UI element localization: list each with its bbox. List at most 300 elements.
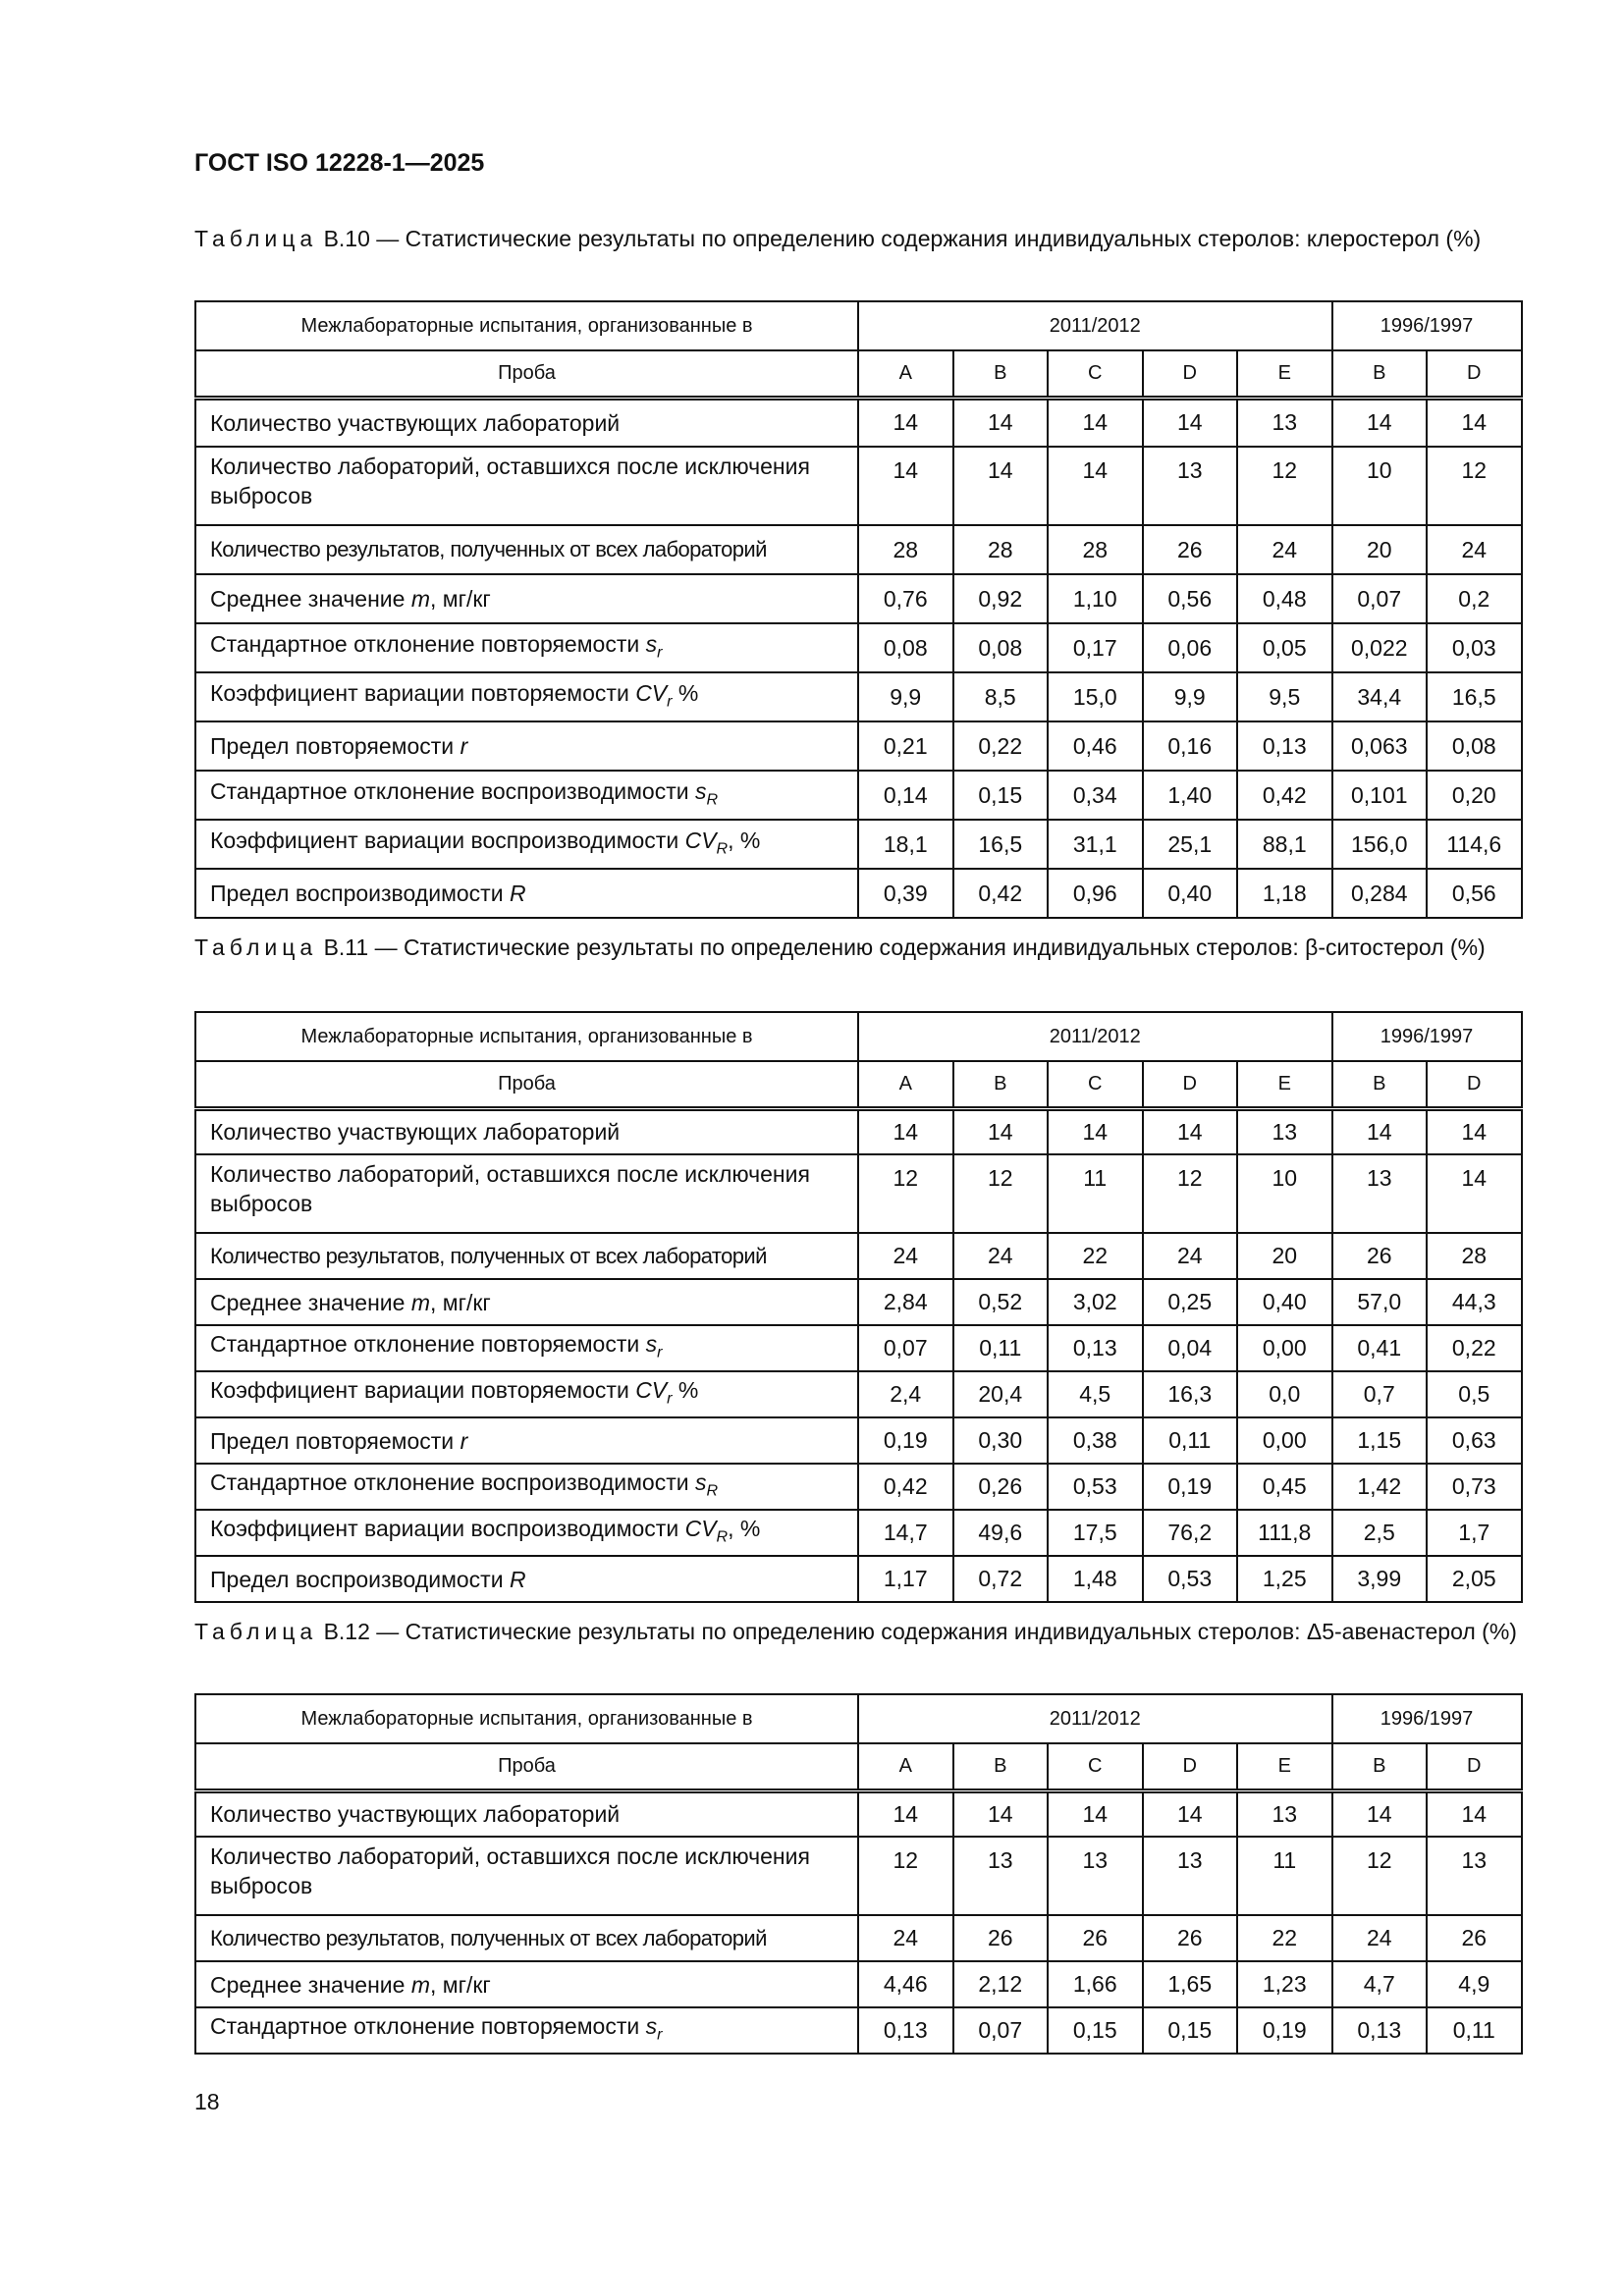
value-cell: 0,42 <box>858 1464 953 1510</box>
label-text: Среднее значение <box>210 586 411 612</box>
value-cell: 0,00 <box>1237 1325 1332 1371</box>
value-cell: 0,04 <box>1143 1325 1238 1371</box>
row-label <box>195 1417 858 1464</box>
header-label: Межлабораторные испытания, организованные в <box>195 1694 858 1743</box>
value-cell: 14 <box>1143 398 1238 447</box>
value-cell: 0,96 <box>1048 869 1143 918</box>
sample-e: E <box>1237 1743 1332 1790</box>
value-cell: 0,07 <box>858 1325 953 1371</box>
label-text: Предел воспроизводимости <box>210 881 510 906</box>
value-cell: 31,1 <box>1048 820 1143 869</box>
value-cell: 14,7 <box>858 1510 953 1556</box>
value-cell: 13 <box>1048 1837 1143 1915</box>
caption-text: В.11 — Статистические результаты по определению содержания индивидуальных стеролов: β-ситостерол (%) <box>323 934 1486 960</box>
subscript: r <box>657 2025 663 2044</box>
value-cell: 14 <box>1048 1790 1143 1837</box>
value-cell: 0,46 <box>1048 721 1143 771</box>
label-text: Количество результатов, полученных от всех лабораторий <box>210 1925 767 1950</box>
value-cell: 12 <box>1143 1154 1238 1233</box>
header-row <box>195 301 1522 350</box>
value-cell: 0,13 <box>1237 721 1332 771</box>
value-cell: 0,7 <box>1332 1371 1428 1417</box>
label-text: Количество результатов, полученных от всех лабораторий <box>210 1243 767 1268</box>
table-row <box>195 1233 1522 1279</box>
table-b11 <box>194 1011 1523 1603</box>
label-text: , % <box>728 1516 761 1542</box>
value-cell: 0,11 <box>1143 1417 1238 1464</box>
value-cell: 24 <box>1427 525 1522 574</box>
label-text: Коэффициент вариации воспроизводимости <box>210 827 685 853</box>
table-row <box>195 2007 1522 2054</box>
value-cell: 0,15 <box>1143 2007 1238 2054</box>
value-cell: 14 <box>1332 1108 1428 1154</box>
label-text: Количество участвующих лабораторий <box>210 409 621 436</box>
value-cell: 0,56 <box>1143 574 1238 623</box>
value-cell: 25,1 <box>1143 820 1238 869</box>
value-cell: 14 <box>858 447 953 525</box>
row-label <box>195 1464 858 1510</box>
label-text: Коэффициент вариации повторяемости <box>210 1377 636 1404</box>
row-label <box>195 574 858 623</box>
symbol: r <box>460 733 468 759</box>
value-cell: 13 <box>1237 1108 1332 1154</box>
table-row <box>195 1464 1522 1510</box>
sample-b: B <box>1332 350 1428 398</box>
value-cell: 0,41 <box>1332 1325 1428 1371</box>
header-row <box>195 1694 1522 1743</box>
value-cell: 28 <box>858 525 953 574</box>
value-cell: 15,0 <box>1048 672 1143 721</box>
row-label <box>195 1510 858 1556</box>
value-cell: 0,03 <box>1427 623 1522 672</box>
table-row <box>195 869 1522 918</box>
value-cell: 20 <box>1237 1233 1332 1279</box>
value-cell: 14 <box>1332 1790 1428 1837</box>
value-cell: 2,5 <box>1332 1510 1428 1556</box>
sample-row <box>195 1061 1522 1108</box>
label-text: Количество лабораторий, оставшихся после исключения выбросов <box>210 1161 810 1216</box>
value-cell: 0,07 <box>1332 574 1428 623</box>
sample-b: B <box>1332 1061 1428 1108</box>
label-text: % <box>672 1377 699 1404</box>
table-row <box>195 447 1522 525</box>
caption-text: В.10 — Статистические результаты по определению содержания индивидуальных стеролов: клеростерол (%) <box>323 226 1482 251</box>
caption-text: В.12 — Статистические результаты по определению содержания индивидуальных стеролов: Δ5-авенастерол (%) <box>323 1619 1517 1644</box>
sample-label: Проба <box>195 1743 858 1790</box>
value-cell: 0,40 <box>1143 869 1238 918</box>
value-cell: 0,38 <box>1048 1417 1143 1464</box>
subscript: r <box>657 643 663 662</box>
value-cell: 20 <box>1332 525 1428 574</box>
value-cell: 4,9 <box>1427 1961 1522 2007</box>
value-cell: 1,7 <box>1427 1510 1522 1556</box>
table-row <box>195 721 1522 771</box>
sample-d: D <box>1427 1743 1522 1790</box>
value-cell: 1,42 <box>1332 1464 1428 1510</box>
value-cell: 0,42 <box>953 869 1049 918</box>
value-cell: 14 <box>1427 1790 1522 1837</box>
value-cell: 0,13 <box>858 2007 953 2054</box>
row-label <box>195 447 858 525</box>
value-cell: 0,19 <box>1237 2007 1332 2054</box>
value-cell: 12 <box>1427 447 1522 525</box>
symbol: CV <box>684 827 717 853</box>
subscript: r <box>657 1343 663 1362</box>
value-cell: 4,46 <box>858 1961 953 2007</box>
value-cell: 18,1 <box>858 820 953 869</box>
symbol: CV <box>635 1377 668 1404</box>
value-cell: 26 <box>1427 1915 1522 1961</box>
table-row <box>195 1510 1522 1556</box>
label-text: Количество результатов, полученных от всех лабораторий <box>210 537 767 561</box>
label-text: Количество лабораторий, оставшихся после исключения выбросов <box>210 454 810 508</box>
table-row <box>195 1790 1522 1837</box>
value-cell: 0,5 <box>1427 1371 1522 1417</box>
row-label <box>195 771 858 820</box>
value-cell: 0,07 <box>953 2007 1049 2054</box>
value-cell: 0,25 <box>1143 1279 1238 1325</box>
value-cell: 14 <box>953 447 1049 525</box>
value-cell: 26 <box>1332 1233 1428 1279</box>
value-cell: 1,48 <box>1048 1556 1143 1602</box>
header-label: Межлабораторные испытания, организованные в <box>195 301 858 350</box>
table-row <box>195 1325 1522 1371</box>
row-label <box>195 820 858 869</box>
value-cell: 0,11 <box>1427 2007 1522 2054</box>
label-text: Стандартное отклонение воспроизводимости <box>210 1469 695 1496</box>
value-cell: 24 <box>1237 525 1332 574</box>
value-cell: 0,06 <box>1143 623 1238 672</box>
value-cell: 57,0 <box>1332 1279 1428 1325</box>
value-cell: 1,10 <box>1048 574 1143 623</box>
value-cell: 26 <box>1143 525 1238 574</box>
sample-a: A <box>858 1061 953 1108</box>
period-2011-2012: 2011/2012 <box>858 1694 1332 1743</box>
table-b12-caption <box>194 1617 1520 1646</box>
value-cell: 24 <box>953 1233 1049 1279</box>
value-cell: 2,12 <box>953 1961 1049 2007</box>
sample-e: E <box>1237 350 1332 398</box>
row-label <box>195 1961 858 2007</box>
value-cell: 13 <box>1332 1154 1428 1233</box>
value-cell: 0,53 <box>1143 1556 1238 1602</box>
value-cell: 14 <box>1143 1790 1238 1837</box>
value-cell: 0,13 <box>1048 1325 1143 1371</box>
label-text: Количество участвующих лабораторий <box>210 1119 621 1146</box>
value-cell: 12 <box>1237 447 1332 525</box>
table-row <box>195 1417 1522 1464</box>
value-cell: 14 <box>1427 1108 1522 1154</box>
row-label <box>195 1371 858 1417</box>
value-cell: 16,3 <box>1143 1371 1238 1417</box>
value-cell: 13 <box>1427 1837 1522 1915</box>
caption-word: Таблица <box>194 1619 318 1644</box>
value-cell: 12 <box>953 1154 1049 1233</box>
row-label <box>195 2007 858 2054</box>
value-cell: 0,73 <box>1427 1464 1522 1510</box>
value-cell: 0,15 <box>953 771 1049 820</box>
value-cell: 0,19 <box>858 1417 953 1464</box>
value-cell: 1,17 <box>858 1556 953 1602</box>
label-text: , мг/кг <box>430 586 491 612</box>
symbol: s <box>645 2013 658 2040</box>
row-label <box>195 1556 858 1602</box>
value-cell: 26 <box>1048 1915 1143 1961</box>
symbol: m <box>410 586 430 612</box>
value-cell: 1,15 <box>1332 1417 1428 1464</box>
row-label <box>195 1279 858 1325</box>
value-cell: 0,40 <box>1237 1279 1332 1325</box>
value-cell: 28 <box>953 525 1049 574</box>
symbol: R <box>509 1566 526 1592</box>
caption-word: Таблица <box>194 226 318 251</box>
value-cell: 156,0 <box>1332 820 1428 869</box>
table-b12 <box>194 1693 1523 2055</box>
value-cell: 14 <box>953 1790 1049 1837</box>
value-cell: 14 <box>1048 1108 1143 1154</box>
row-label <box>195 1154 858 1233</box>
value-cell: 14 <box>1332 398 1428 447</box>
sample-label: Проба <box>195 350 858 398</box>
value-cell: 14 <box>858 398 953 447</box>
sample-e: E <box>1237 1061 1332 1108</box>
value-cell: 0,39 <box>858 869 953 918</box>
value-cell: 17,5 <box>1048 1510 1143 1556</box>
value-cell: 16,5 <box>1427 672 1522 721</box>
value-cell: 28 <box>1427 1233 1522 1279</box>
row-label <box>195 721 858 771</box>
symbol: s <box>645 1331 658 1358</box>
table-row <box>195 574 1522 623</box>
value-cell: 24 <box>858 1233 953 1279</box>
value-cell: 12 <box>1332 1837 1428 1915</box>
value-cell: 11 <box>1237 1837 1332 1915</box>
value-cell: 0,11 <box>953 1325 1049 1371</box>
value-cell: 9,9 <box>858 672 953 721</box>
table-row <box>195 771 1522 820</box>
value-cell: 0,08 <box>953 623 1049 672</box>
row-label <box>195 1108 858 1154</box>
value-cell: 9,9 <box>1143 672 1238 721</box>
value-cell: 0,08 <box>858 623 953 672</box>
subscript: r <box>667 692 673 711</box>
label-text: Коэффициент вариации повторяемости <box>210 679 636 706</box>
header-label: Межлабораторные испытания, организованные в <box>195 1012 858 1061</box>
value-cell: 28 <box>1048 525 1143 574</box>
label-text: Количество лабораторий, оставшихся после исключения выбросов <box>210 1843 810 1898</box>
value-cell: 0,42 <box>1237 771 1332 820</box>
value-cell: 0,45 <box>1237 1464 1332 1510</box>
value-cell: 14 <box>858 1108 953 1154</box>
value-cell: 0,52 <box>953 1279 1049 1325</box>
value-cell: 0,76 <box>858 574 953 623</box>
value-cell: 12 <box>858 1837 953 1915</box>
subscript: r <box>667 1389 673 1408</box>
value-cell: 2,84 <box>858 1279 953 1325</box>
table-b11-caption <box>194 933 1520 962</box>
row-label <box>195 1915 858 1961</box>
value-cell: 0,56 <box>1427 869 1522 918</box>
value-cell: 22 <box>1048 1233 1143 1279</box>
sample-b: B <box>953 1061 1049 1108</box>
label-text: Предел воспроизводимости <box>210 1566 510 1592</box>
table-row <box>195 1556 1522 1602</box>
document-header: ГОСТ ISO 12228-1—2025 <box>194 149 485 177</box>
value-cell: 0,20 <box>1427 771 1522 820</box>
row-label <box>195 672 858 721</box>
value-cell: 13 <box>1237 1790 1332 1837</box>
value-cell: 24 <box>1143 1233 1238 1279</box>
symbol: CV <box>635 679 668 706</box>
value-cell: 2,05 <box>1427 1556 1522 1602</box>
sample-c: C <box>1048 1061 1143 1108</box>
value-cell: 13 <box>1143 447 1238 525</box>
value-cell: 14 <box>858 1790 953 1837</box>
row-label <box>195 1233 858 1279</box>
table-row <box>195 1154 1522 1233</box>
sample-a: A <box>858 350 953 398</box>
value-cell: 9,5 <box>1237 672 1332 721</box>
label-text: Стандартное отклонение повторяемости <box>210 1331 646 1358</box>
value-cell: 14 <box>1427 398 1522 447</box>
label-text: Среднее значение <box>210 1971 411 1998</box>
value-cell: 0,063 <box>1332 721 1428 771</box>
period-1996-1997: 1996/1997 <box>1332 1012 1522 1061</box>
label-text: Стандартное отклонение повторяемости <box>210 2013 646 2040</box>
value-cell: 10 <box>1237 1154 1332 1233</box>
row-label <box>195 623 858 672</box>
label-text: , мг/кг <box>430 1971 491 1998</box>
sample-c: C <box>1048 1743 1143 1790</box>
symbol: r <box>460 1427 468 1454</box>
value-cell: 114,6 <box>1427 820 1522 869</box>
value-cell: 20,4 <box>953 1371 1049 1417</box>
subscript: R <box>716 1527 729 1546</box>
value-cell: 0,022 <box>1332 623 1428 672</box>
value-cell: 0,101 <box>1332 771 1428 820</box>
value-cell: 0,34 <box>1048 771 1143 820</box>
value-cell: 2,4 <box>858 1371 953 1417</box>
sample-label: Проба <box>195 1061 858 1108</box>
label-text: Стандартное отклонение воспроизводимости <box>210 777 695 804</box>
label-text: Предел повторяемости <box>210 1427 460 1454</box>
subscript: R <box>716 839 729 858</box>
table-b10 <box>194 300 1523 919</box>
value-cell: 0,22 <box>1427 1325 1522 1371</box>
value-cell: 0,72 <box>953 1556 1049 1602</box>
sample-b: B <box>953 1743 1049 1790</box>
subscript: R <box>706 790 719 809</box>
row-label <box>195 869 858 918</box>
value-cell: 1,18 <box>1237 869 1332 918</box>
table-row <box>195 398 1522 447</box>
value-cell: 1,40 <box>1143 771 1238 820</box>
row-label <box>195 398 858 447</box>
caption-word: Таблица <box>194 934 318 960</box>
value-cell: 0,13 <box>1332 2007 1428 2054</box>
value-cell: 111,8 <box>1237 1510 1332 1556</box>
value-cell: 14 <box>1048 398 1143 447</box>
value-cell: 49,6 <box>953 1510 1049 1556</box>
label-text: Количество участвующих лабораторий <box>210 1801 621 1828</box>
value-cell: 26 <box>1143 1915 1238 1961</box>
value-cell: 4,7 <box>1332 1961 1428 2007</box>
symbol: CV <box>684 1516 717 1542</box>
period-2011-2012: 2011/2012 <box>858 1012 1332 1061</box>
table-row <box>195 820 1522 869</box>
value-cell: 24 <box>1332 1915 1428 1961</box>
value-cell: 14 <box>953 398 1049 447</box>
value-cell: 88,1 <box>1237 820 1332 869</box>
sample-c: C <box>1048 350 1143 398</box>
row-label <box>195 1325 858 1371</box>
value-cell: 1,65 <box>1143 1961 1238 2007</box>
value-cell: 0,15 <box>1048 2007 1143 2054</box>
value-cell: 14 <box>1048 447 1143 525</box>
period-1996-1997: 1996/1997 <box>1332 301 1522 350</box>
sample-a: A <box>858 1743 953 1790</box>
subscript: R <box>706 1481 719 1500</box>
page-number: 18 <box>194 2089 220 2114</box>
value-cell: 44,3 <box>1427 1279 1522 1325</box>
label-text: Среднее значение <box>210 1289 411 1315</box>
value-cell: 26 <box>953 1915 1049 1961</box>
symbol: R <box>509 881 526 906</box>
sample-d: D <box>1427 1061 1522 1108</box>
value-cell: 0,0 <box>1237 1371 1332 1417</box>
sample-d: D <box>1427 350 1522 398</box>
value-cell: 0,284 <box>1332 869 1428 918</box>
value-cell: 0,30 <box>953 1417 1049 1464</box>
row-label <box>195 525 858 574</box>
value-cell: 0,22 <box>953 721 1049 771</box>
value-cell: 3,02 <box>1048 1279 1143 1325</box>
table-row <box>195 623 1522 672</box>
row-label <box>195 1837 858 1915</box>
value-cell: 0,00 <box>1237 1417 1332 1464</box>
value-cell: 0,08 <box>1427 721 1522 771</box>
label-text: % <box>672 679 699 706</box>
value-cell: 14 <box>1427 1154 1522 1233</box>
value-cell: 3,99 <box>1332 1556 1428 1602</box>
value-cell: 1,25 <box>1237 1556 1332 1602</box>
value-cell: 4,5 <box>1048 1371 1143 1417</box>
sample-d: D <box>1143 350 1238 398</box>
period-1996-1997: 1996/1997 <box>1332 1694 1522 1743</box>
table-row <box>195 525 1522 574</box>
value-cell: 0,63 <box>1427 1417 1522 1464</box>
value-cell: 1,23 <box>1237 1961 1332 2007</box>
value-cell: 0,21 <box>858 721 953 771</box>
value-cell: 16,5 <box>953 820 1049 869</box>
sample-b: B <box>1332 1743 1428 1790</box>
value-cell: 0,92 <box>953 574 1049 623</box>
symbol: m <box>410 1289 430 1315</box>
value-cell: 1,66 <box>1048 1961 1143 2007</box>
value-cell: 0,19 <box>1143 1464 1238 1510</box>
value-cell: 14 <box>1143 1108 1238 1154</box>
value-cell: 0,48 <box>1237 574 1332 623</box>
table-row <box>195 1961 1522 2007</box>
header-row <box>195 1012 1522 1061</box>
symbol: m <box>410 1971 430 1998</box>
value-cell: 14 <box>953 1108 1049 1154</box>
label-text: Стандартное отклонение повторяемости <box>210 630 646 657</box>
sample-row <box>195 1743 1522 1790</box>
value-cell: 10 <box>1332 447 1428 525</box>
table-row <box>195 1371 1522 1417</box>
sample-b: B <box>953 350 1049 398</box>
